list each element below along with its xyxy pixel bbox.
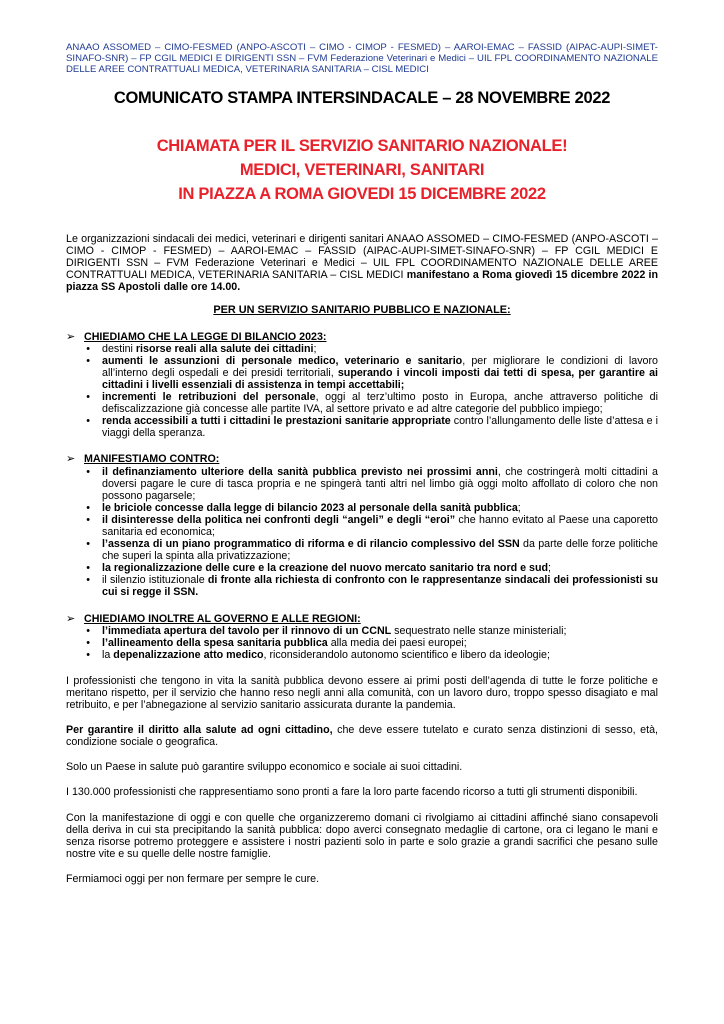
list-item [66, 637, 658, 649]
text-run: Solo un Paese in salute può garantire sviluppo economico e sociale ai suoi cittadini. [66, 761, 463, 774]
list-item-text [102, 466, 658, 502]
text-run: , oggi al terz’ultimo posto in Europa, anche attraverso politiche di defiscalizzazione già concesse alle partite IVA, al settore privato e ad altre categorie del pubblico impiego; [102, 391, 658, 416]
bold-text: la regionalizzazione delle cure e la creazione del nuovo mercato sanitario tra nord e sud [102, 562, 549, 575]
bullet-icon: • [86, 562, 90, 575]
bullet-icon: • [86, 636, 90, 649]
list-item [66, 343, 658, 355]
bold-text: l’assenza di un piano programmatico di riforma e di rilancio complessivo del SSN [102, 538, 520, 551]
paragraph [66, 873, 658, 885]
bold-text: risorse reali alla salute dei cittadini [135, 342, 314, 355]
list-item-text [102, 562, 658, 574]
paragraph [66, 761, 658, 773]
headline-line-2: MEDICI, VETERINARI, SANITARI [239, 161, 485, 179]
text-run: la [102, 648, 114, 661]
list-item-text [102, 355, 658, 391]
bullet-list [66, 343, 658, 440]
arrow-bullet-icon: ➢ [66, 330, 76, 343]
bold-text: le briciole concesse dalla legge di bilancio 2023 al personale della sanità pubblica [102, 501, 518, 514]
list-item-text [102, 574, 658, 598]
text-run: Fermiamoci oggi per non fermare per sempre le cure. [66, 872, 320, 885]
section-heading [66, 331, 658, 343]
subheading: PER UN SERVIZIO SANITARIO PUBBLICO E NAZIONALE: [213, 304, 511, 317]
section-2 [66, 453, 658, 598]
text-run: , per migliorare le condizioni di lavoro all’interno degli ospedali e dei presidi territoriali, [102, 354, 658, 379]
demands-sections [66, 331, 658, 661]
bold-text: renda accessibili a tutti i cittadini le prestazioni sanitarie appropriate [102, 415, 451, 428]
text-run: che deve essere tutelato e curato senza distinzioni di sesso, età, condizione sociale o geografica. [66, 724, 658, 749]
bullet-icon: • [86, 415, 90, 428]
bold-text: depenalizzazione atto medico [113, 648, 264, 661]
bold-text: il definanziamento ulteriore della sanità pubblica previsto nei prossimi anni [102, 465, 498, 478]
text-run: , riconsiderandolo autonomo scientifico e libero da ideologie; [263, 648, 550, 661]
bullet-icon: • [86, 465, 90, 478]
list-item [66, 649, 658, 661]
list-item [66, 574, 658, 598]
text-run: alla media dei paesi europei; [327, 636, 467, 649]
list-item-text [102, 502, 658, 514]
text-run: I 130.000 professionisti che rappresentiamo sono pronti a fare la loro parte facendo ricorso a tutti gli strumenti disponibili. [66, 786, 638, 799]
paragraph [66, 786, 658, 798]
paragraph [66, 812, 658, 860]
text-run: Con la manifestazione di oggi e con quelle che organizzeremo domani ci rivolgiamo ai cittadini affinché siano consapevoli della deriva in cui sta precipitando la sanità pubblica: dopo averci consegnato medaglie di cartone, ora ci legano le mani e senza risorse potremo proteggere e assistere i nostri pazienti solo in parte e solo grazie a grandi sacrifici che pesano sulle nostre vite e su quelle delle nostre famiglie. [66, 811, 658, 860]
text-run: I professionisti che tengono in vita la sanità pubblica devono essere ai primi posti dell’agenda di tutte le forze politiche e meritano rispetto, per il servizio che hanno reso negli anni alla comunità, con un lavoro duro, troppo spesso disagiato e mal retribuito, e per l’abnegazione al servizio sanitario assicurata durante la pandemia. [66, 674, 658, 712]
bullet-icon: • [86, 624, 90, 637]
text-run: ; [313, 342, 317, 355]
list-item [66, 466, 658, 502]
section-label: CHIEDIAMO INOLTRE AL GOVERNO E ALLE REGIONI: [84, 612, 361, 625]
bold-text: incrementi le retribuzioni del personale [102, 391, 316, 404]
section-label: CHIEDIAMO CHE LA LEGGE DI BILANCIO 2023: [84, 330, 327, 343]
text-run: sequestrato nelle stanze ministeriali; [391, 624, 567, 637]
paragraph [66, 724, 658, 748]
press-release-page [66, 42, 658, 885]
bullet-icon: • [86, 513, 90, 526]
list-item-text [102, 637, 658, 649]
list-item-text [102, 625, 658, 637]
text-run: ; [517, 501, 521, 514]
bullet-icon: • [86, 342, 90, 355]
list-item [66, 355, 658, 391]
list-item [66, 415, 658, 439]
intro-text: Le organizzazioni sindacali dei medici, veterinari e dirigenti sanitari ANAAO ASSOMED – CIMO-FESMED (ANPO-ASCOTI – CIMO - CIMOP - FESMED) – AAROI-EMAC – FASSID (AIPAC-AUPI-SIMET-SINAFO-SNR) – FP CGIL MEDICI E DIRIGENTI SSN – FVM Federazione Veterinari e Medici – UIL FPL COORDINAMENTO NAZIONALE DELLE AREE CONTRATTUALI MEDICA, VETERINARIA SANITARIA – CISL MEDICI [66, 233, 658, 282]
intro-paragraph [66, 233, 658, 293]
bullet-icon: • [86, 501, 90, 514]
bullet-icon: • [86, 574, 90, 587]
section-heading [66, 453, 658, 465]
list-item [66, 562, 658, 574]
document-title: COMUNICATO STAMPA INTERSINDACALE – 28 NOVEMBRE 2022 [113, 89, 611, 107]
bold-text: aumenti le assunzioni di personale medico, veterinario e sanitario [102, 354, 463, 367]
paragraph [66, 675, 658, 711]
bold-text: l’immediata apertura del tavolo per il rinnovo di un CCNL [102, 624, 392, 637]
list-item-text [102, 343, 658, 355]
text-run: , che costringerà molti cittadini a doversi pagare le cure di tasca propria e ne spingerà tanti altri nel limbo già oggi molto affollato di coloro che non possono pagarsele; [102, 465, 658, 502]
list-item [66, 538, 658, 562]
list-item [66, 391, 658, 415]
bold-text: superando i vincoli imposti dai tetti di spesa, per garantire ai cittadini i livelli essenziali di assistenza in tempi accettabili; [102, 366, 658, 391]
text-run: da parte delle forze politiche che superi la spinta alla privatizzazione; [102, 538, 658, 563]
section-1 [66, 331, 658, 440]
section-label: MANIFESTIAMO CONTRO: [84, 453, 220, 466]
list-item [66, 514, 658, 538]
text-run: il silenzio istituzionale [102, 574, 208, 587]
bold-text: il disinteresse della politica nei confronti degli “angeli” e degli “eroi” [102, 513, 456, 526]
bullet-icon: • [86, 354, 90, 367]
list-item-text [102, 649, 658, 661]
list-item [66, 502, 658, 514]
unions-header: ANAAO ASSOMED – CIMO-FESMED (ANPO-ASCOTI – CIMO - CIMOP - FESMED) – AAROI-EMAC – FASSID (AIPAC-AUPI-SIMET-SINAFO-SNR) – FP CGIL MEDICI E DIRIGENTI SSN – FVM Federazione Veterinari e Medici – UIL FPL COORDINAMENTO NAZIONALE DELLE AREE CONTRATTUALI MEDICA, VETERINARIA SANITARIA – CISL MEDICI [66, 42, 658, 75]
bullet-icon: • [86, 391, 90, 404]
text-run: contro l’allungamento delle liste d’attesa e i viaggi della speranza. [102, 415, 658, 440]
closing-paragraphs [66, 675, 658, 885]
list-item-text [102, 514, 658, 538]
text-run: destini [102, 342, 136, 355]
headline-line-1: CHIAMATA PER IL SERVIZIO SANITARIO NAZIONALE! [156, 137, 568, 155]
list-item [66, 625, 658, 637]
text-run: ; [548, 562, 552, 575]
bullet-list [66, 466, 658, 599]
list-item-text [102, 415, 658, 439]
section-heading [66, 613, 658, 625]
list-item-text [102, 391, 658, 415]
bullet-icon: • [86, 648, 90, 661]
bullet-icon: • [86, 538, 90, 551]
bold-text: Per garantire il diritto alla salute ad ogni cittadino, [66, 724, 333, 737]
arrow-bullet-icon: ➢ [66, 612, 76, 625]
section-3 [66, 613, 658, 661]
intro-bold: manifestano a Roma giovedì 15 dicembre 2022 in piazza SS Apostoli dalle ore 14.00. [66, 269, 659, 294]
arrow-bullet-icon: ➢ [66, 453, 76, 466]
bullet-list [66, 625, 658, 661]
bold-text: di fronte alla richiesta di confronto con le rappresentanze sindacali dei professionisti su cui si regge il SSN. [102, 574, 658, 599]
text-run: che hanno evitato al Paese una caporetto sanitaria ed economica; [102, 513, 658, 538]
headline-line-3: IN PIAZZA A ROMA GIOVEDI 15 DICEMBRE 2022 [178, 185, 546, 203]
list-item-text [102, 538, 658, 562]
bold-text: l’allineamento della spesa sanitaria pubblica [102, 636, 328, 649]
